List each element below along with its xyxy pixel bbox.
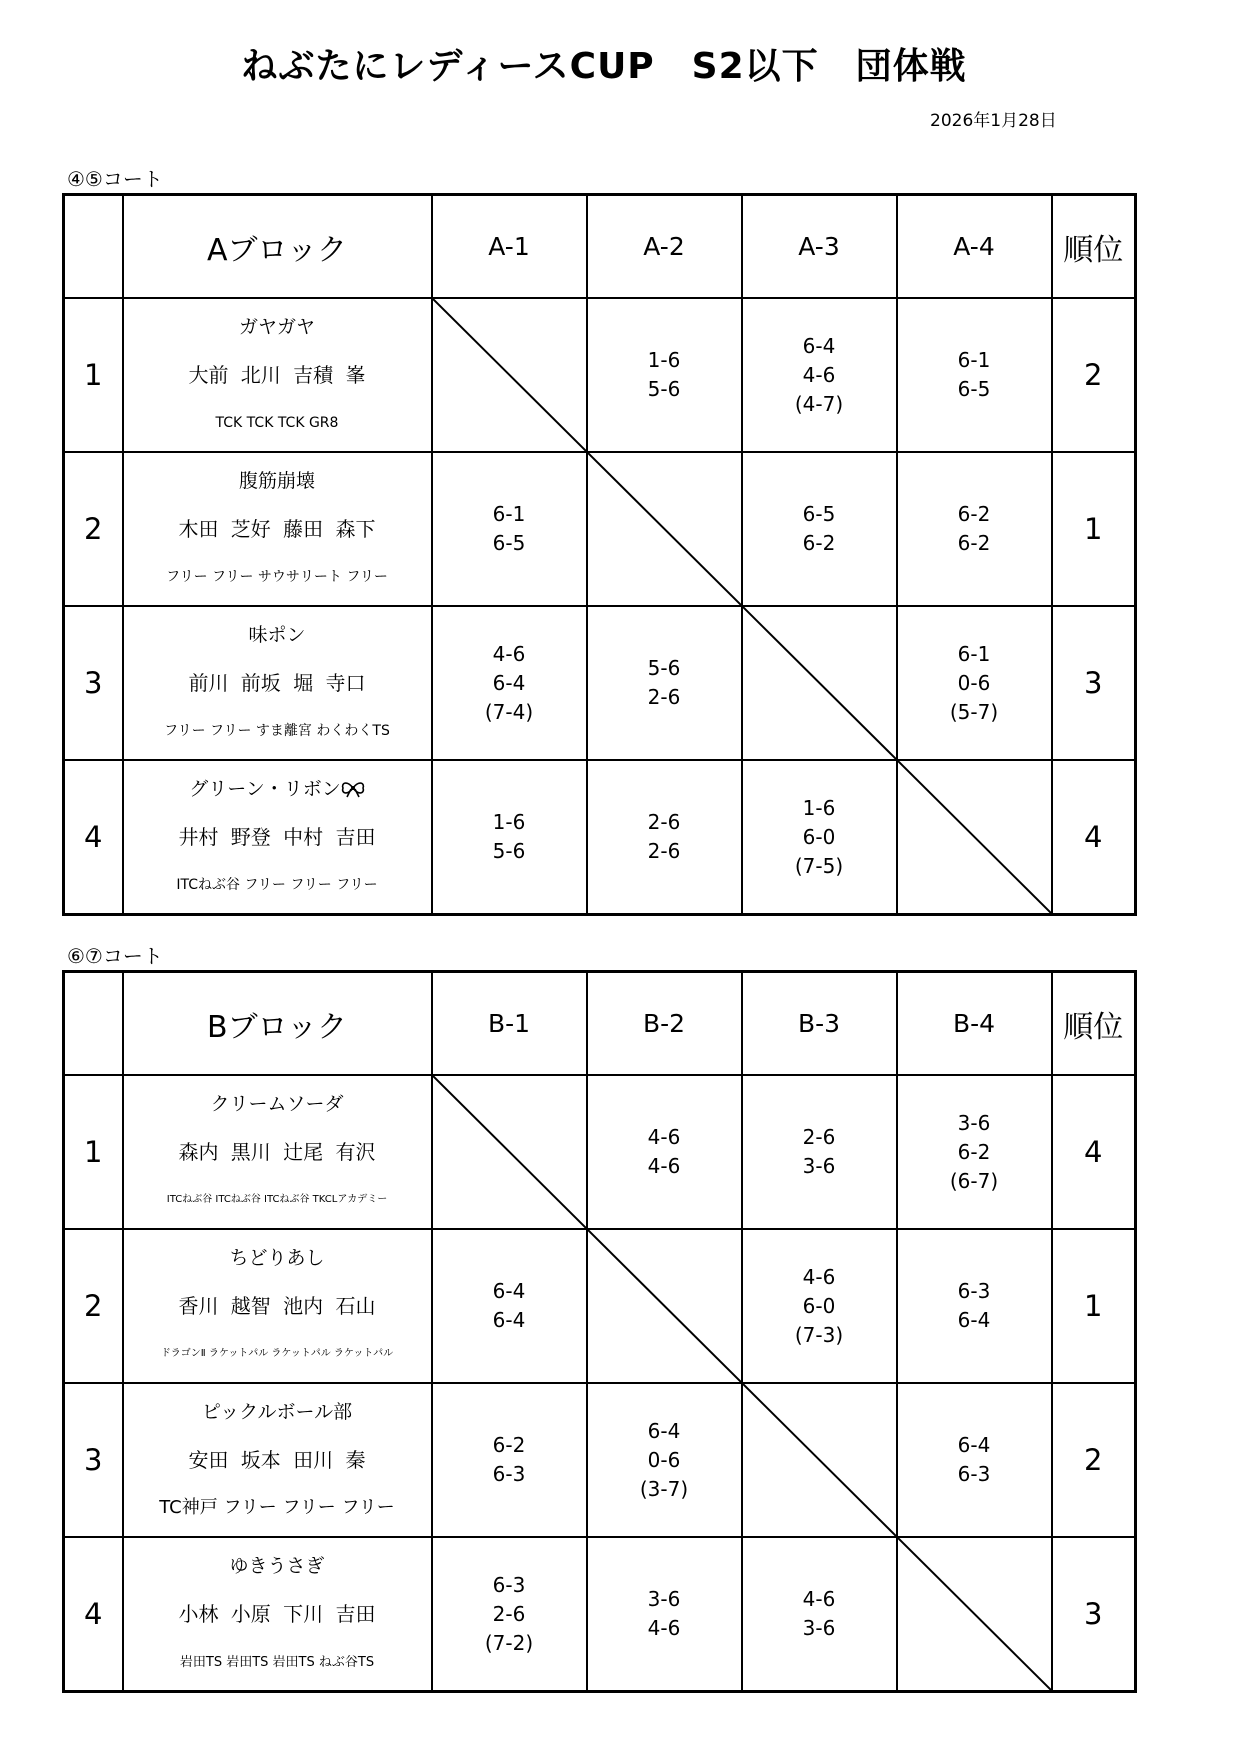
team-name: 味ポン: [248, 623, 306, 646]
set-score: 2-6: [492, 1601, 526, 1626]
set-score: 6-2: [957, 531, 991, 555]
header-row: [64, 195, 1136, 299]
set-score: 3-6: [957, 1110, 991, 1135]
score-cell: [897, 1383, 1052, 1537]
set-score: 6-0: [802, 1293, 836, 1318]
column-header: B-1: [432, 972, 587, 1076]
set-score: 6-2: [957, 502, 991, 526]
set-score: 6-2: [802, 531, 836, 555]
team-name-text: グリーン・リボン: [189, 777, 341, 800]
set-score: 4-6: [802, 1587, 836, 1611]
column-header: B-2: [587, 972, 742, 1076]
court-label-a: ④⑤コート: [67, 167, 163, 191]
block-b-table: [62, 970, 1137, 1693]
score-cell: [742, 1537, 897, 1692]
team-info: [123, 298, 432, 452]
set-score: 6-4: [647, 1418, 681, 1443]
set-score: 2-6: [647, 839, 681, 863]
event-date: 2026年1月28日: [930, 111, 1057, 131]
diagonal-cell: [432, 1075, 587, 1229]
score-cell: [742, 1229, 897, 1383]
score-cell: [897, 606, 1052, 760]
team-members: 木田 芝好 藤田 森下: [178, 517, 376, 541]
set-score: 6-4: [492, 1279, 526, 1303]
column-header: A-2: [587, 195, 742, 299]
tiebreak-score: (7-2): [484, 1630, 534, 1655]
tiebreak-score: (7-5): [794, 853, 844, 878]
team-name: 腹筋崩壊: [238, 469, 315, 492]
team-rank: 4: [1052, 1075, 1136, 1229]
set-score: 3-6: [802, 1154, 836, 1178]
team-clubs: フリー フリー サウサリート フリー: [166, 569, 388, 585]
score-cell: [432, 606, 587, 760]
corner-cell: [64, 972, 123, 1076]
score-cell: [897, 1229, 1052, 1383]
tiebreak-score: (6-7): [949, 1168, 999, 1193]
team-info: [123, 1075, 432, 1229]
court-label-b: ⑥⑦コート: [67, 944, 163, 968]
set-score: 2-6: [802, 1125, 836, 1149]
diagonal-cell: [587, 1229, 742, 1383]
set-score: 4-6: [802, 1264, 836, 1289]
set-score: 6-4: [957, 1433, 991, 1457]
score-cell: [897, 1075, 1052, 1229]
set-score: 6-2: [492, 1433, 526, 1457]
column-header: A-1: [432, 195, 587, 299]
set-score: 6-1: [957, 348, 991, 372]
rank-header: 順位: [1052, 972, 1136, 1076]
set-score: 6-5: [492, 531, 526, 555]
set-score: 4-6: [492, 641, 526, 666]
set-score: 6-5: [957, 377, 991, 401]
diagonal-cell: [897, 760, 1052, 915]
set-score: 1-6: [647, 348, 681, 372]
set-score: 6-4: [492, 1308, 526, 1332]
column-header: A-3: [742, 195, 897, 299]
team-members: 森内 黒川 辻尾 有沢: [178, 1140, 376, 1164]
diagonal-cell: [587, 452, 742, 606]
team-info: [123, 1229, 432, 1383]
team-info: [123, 1383, 432, 1537]
team-number: 1: [64, 1075, 123, 1229]
team-info: [123, 452, 432, 606]
diagonal-cell: [742, 1383, 897, 1537]
score-cell: [587, 298, 742, 452]
score-cell: [432, 760, 587, 915]
tiebreak-score: (7-3): [794, 1322, 844, 1347]
set-score: 6-4: [957, 1308, 991, 1332]
team-clubs: ドラゴンⅡ ラケットパル ラケットパル ラケットパル: [160, 1348, 394, 1359]
team-clubs: ITCねぶ谷 ITCねぶ谷 ITCねぶ谷 TKCLアカデミー: [166, 1194, 388, 1205]
block-name: Bブロック: [123, 972, 432, 1076]
team-name: ちどりあし: [229, 1246, 325, 1269]
score-cell: [742, 452, 897, 606]
team-members: 大前 北川 吉積 峯: [188, 363, 366, 387]
score-cell: [432, 1229, 587, 1383]
team-number: 3: [64, 1383, 123, 1537]
team-members: 香川 越智 池内 石山: [178, 1294, 376, 1318]
team-rank: 3: [1052, 1537, 1136, 1692]
team-name: ピックルボール部: [201, 1400, 353, 1423]
score-cell: [587, 1383, 742, 1537]
rank-header: 順位: [1052, 195, 1136, 299]
score-cell: [742, 1075, 897, 1229]
team-row: [64, 452, 1136, 606]
set-score: 1-6: [492, 810, 526, 834]
header-row: [64, 972, 1136, 1076]
team-row: [64, 1075, 1136, 1229]
team-clubs: フリー フリー すま離宮 わくわくTS: [164, 723, 390, 739]
team-number: 2: [64, 1229, 123, 1383]
team-clubs: 岩田TS 岩田TS 岩田TS ねぶ谷TS: [179, 1654, 375, 1670]
set-score: 4-6: [802, 362, 836, 387]
team-info: [123, 760, 432, 915]
tiebreak-score: (4-7): [794, 391, 844, 416]
set-score: 6-3: [957, 1279, 991, 1303]
team-rank: 1: [1052, 452, 1136, 606]
team-info: [123, 1537, 432, 1692]
tiebreak-score: (7-4): [484, 699, 534, 724]
column-header: B-4: [897, 972, 1052, 1076]
team-clubs: TC神戸 フリー フリー フリー: [159, 1497, 395, 1518]
score-cell: [897, 298, 1052, 452]
team-name: [124, 772, 431, 806]
set-score: 0-6: [957, 670, 991, 695]
set-score: 6-1: [492, 502, 526, 526]
team-rank: 2: [1052, 298, 1136, 452]
score-cell: [742, 760, 897, 915]
diagonal-cell: [432, 298, 587, 452]
team-row: [64, 298, 1136, 452]
team-clubs: TCK TCK TCK GR8: [215, 415, 339, 431]
set-score: 6-2: [957, 1139, 991, 1164]
score-cell: [432, 1537, 587, 1692]
set-score: 6-1: [957, 641, 991, 666]
page-title: ねぶたにレディースCUP S2以下 団体戦: [241, 46, 967, 87]
set-score: 6-5: [802, 502, 836, 526]
set-score: 6-3: [492, 1572, 526, 1597]
set-score: 0-6: [647, 1447, 681, 1472]
score-cell: [587, 606, 742, 760]
team-members: 小林 小原 下川 吉田: [178, 1602, 376, 1626]
set-score: 4-6: [647, 1154, 681, 1178]
block-a-table: [62, 193, 1137, 916]
team-members: 前川 前坂 堀 寺口: [188, 671, 366, 695]
team-rank: 1: [1052, 1229, 1136, 1383]
corner-cell: [64, 195, 123, 299]
set-score: 6-4: [492, 670, 526, 695]
team-members: 安田 坂本 田川 秦: [188, 1448, 366, 1472]
team-number: 1: [64, 298, 123, 452]
team-number: 4: [64, 1537, 123, 1692]
set-score: 6-4: [802, 333, 836, 358]
set-score: 3-6: [647, 1587, 681, 1611]
team-number: 2: [64, 452, 123, 606]
diagonal-cell: [742, 606, 897, 760]
team-rank: 4: [1052, 760, 1136, 915]
team-rank: 3: [1052, 606, 1136, 760]
set-score: 5-6: [647, 656, 681, 680]
team-rank: 2: [1052, 1383, 1136, 1537]
set-score: 1-6: [802, 795, 836, 820]
set-score: 5-6: [647, 377, 681, 401]
team-row: [64, 1229, 1136, 1383]
set-score: 4-6: [647, 1125, 681, 1149]
team-name: ゆきうさぎ: [229, 1554, 325, 1577]
team-row: [64, 1537, 1136, 1692]
score-cell: [432, 452, 587, 606]
team-row: [64, 606, 1136, 760]
team-clubs: ITCねぶ谷 フリー フリー フリー: [176, 877, 378, 893]
column-header: A-4: [897, 195, 1052, 299]
set-score: 5-6: [492, 839, 526, 863]
set-score: 6-3: [492, 1462, 526, 1486]
score-cell: [587, 1075, 742, 1229]
ribbon-icon: [341, 780, 365, 798]
team-name: クリームソーダ: [210, 1092, 344, 1115]
team-name: ガヤガヤ: [238, 315, 315, 338]
set-score: 3-6: [802, 1616, 836, 1640]
team-number: 4: [64, 760, 123, 915]
diagonal-cell: [897, 1537, 1052, 1692]
score-cell: [742, 298, 897, 452]
set-score: 2-6: [647, 685, 681, 709]
set-score: 4-6: [647, 1616, 681, 1640]
team-members: 井村 野登 中村 吉田: [178, 825, 376, 849]
team-info: [123, 606, 432, 760]
score-cell: [587, 760, 742, 915]
score-cell: [897, 452, 1052, 606]
set-score: 6-0: [802, 824, 836, 849]
score-cell: [587, 1537, 742, 1692]
tiebreak-score: (3-7): [639, 1476, 689, 1501]
set-score: 6-3: [957, 1462, 991, 1486]
team-number: 3: [64, 606, 123, 760]
column-header: B-3: [742, 972, 897, 1076]
set-score: 2-6: [647, 810, 681, 834]
team-row: [64, 760, 1136, 915]
tiebreak-score: (5-7): [949, 699, 999, 724]
team-row: [64, 1383, 1136, 1537]
score-cell: [432, 1383, 587, 1537]
block-name: Aブロック: [123, 195, 432, 299]
